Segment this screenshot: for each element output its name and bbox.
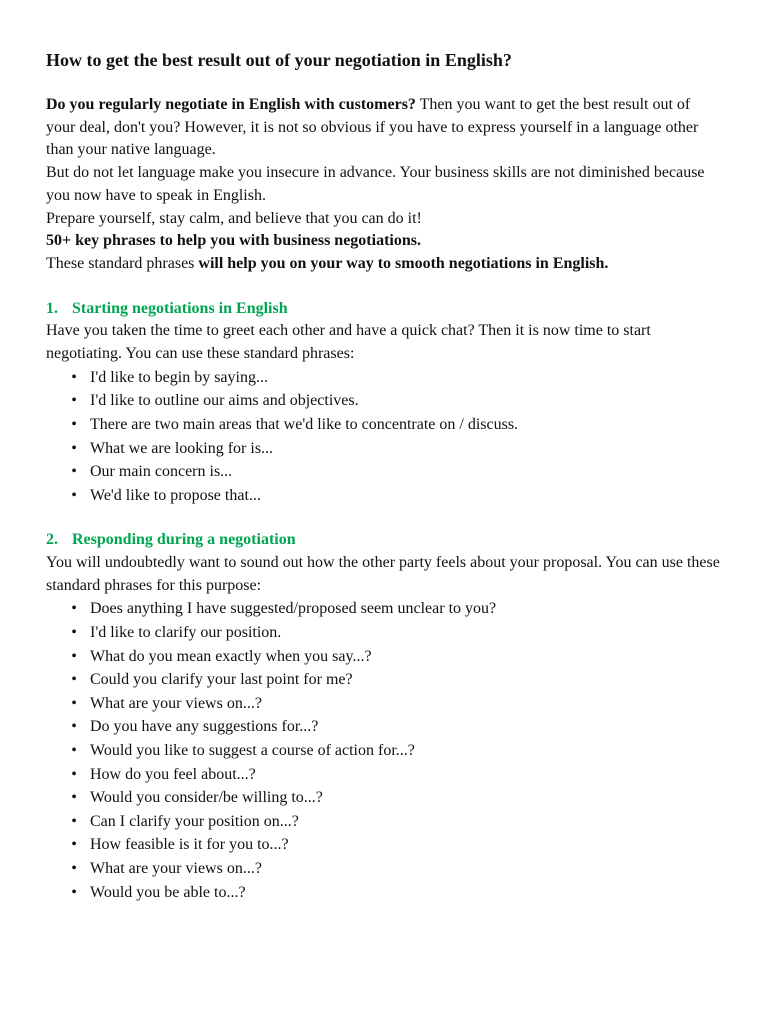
list-item-text: Could you clarify your last point for me? — [90, 671, 353, 689]
phrase-list — [46, 366, 722, 508]
list-item — [46, 645, 722, 669]
bullet-icon: • — [71, 415, 77, 433]
list-item-text: How do you feel about...? — [90, 765, 256, 783]
intro-bold-question: Do you regularly negotiate in English with customers? — [46, 96, 416, 113]
page-title: How to get the best result out of your negotiation in English? — [46, 50, 512, 70]
list-item-text: Does anything I have suggested/proposed seem unclear to you? — [90, 600, 497, 618]
bullet-icon: • — [71, 765, 77, 783]
section-text: You will undoubtedly want to sound out how the other party feels about your proposal. You can use these standard phrases for this purpose: — [46, 554, 720, 594]
bullet-icon: • — [71, 368, 77, 386]
intro-paragraph-1 — [46, 94, 722, 162]
list-item — [46, 857, 722, 881]
list-item-text: What are your views on...? — [90, 694, 262, 712]
section-heading-text: Responding during a negotiation — [72, 531, 296, 549]
list-item-text: I'd like to outline our aims and objectives. — [90, 392, 359, 410]
intro-key-phrases: 50+ key phrases to help you with business negotiations. — [46, 232, 421, 250]
list-item — [46, 597, 722, 621]
bullet-icon: • — [71, 836, 77, 854]
list-item-text: Our main concern is... — [90, 463, 233, 481]
bullet-icon: • — [71, 392, 77, 410]
list-item-text: Can I clarify your position on...? — [90, 812, 299, 830]
intro-paragraph-3: Prepare yourself, stay calm, and believe that you can do it! — [46, 209, 422, 227]
bullet-icon: • — [71, 624, 77, 641]
list-item-text: I'd like to clarify our position. — [90, 624, 282, 641]
bullet-icon: • — [71, 647, 77, 665]
list-item — [46, 413, 722, 437]
bullet-icon: • — [71, 439, 77, 457]
intro-paragraph-1-text: Then you want to get the best result out of your deal, don't you? However, it is not so obvious if you have to express yourself in a language other than your native language. — [46, 96, 699, 159]
section-heading — [46, 298, 722, 321]
list-item — [46, 786, 722, 810]
intro-paragraph-5-bold: will help you on your way to smooth negotiations in English. — [198, 254, 609, 272]
list-item — [46, 881, 722, 905]
bullet-icon: • — [71, 600, 77, 618]
list-item-text: We'd like to propose that... — [90, 486, 261, 504]
intro-paragraph-5 — [46, 253, 722, 276]
bullet-icon: • — [71, 486, 77, 504]
list-item — [46, 763, 722, 787]
intro-paragraph-4 — [46, 230, 722, 253]
list-item — [46, 739, 722, 763]
section-responding-negotiation — [46, 529, 722, 904]
list-item-text: Would you like to suggest a course of action for...? — [90, 741, 415, 759]
section-heading — [46, 529, 722, 552]
list-item — [46, 366, 722, 390]
list-item — [46, 810, 722, 834]
section-starting-negotiations — [46, 298, 722, 508]
section-number: 1. — [46, 299, 58, 317]
intro-paragraph-5-text: These standard phrases — [46, 254, 199, 272]
list-item — [46, 833, 722, 857]
section-text: Have you taken the time to greet each other and have a quick chat? Then it is now time to start negotiating. You can use these standard phrases: — [46, 322, 651, 363]
bullet-icon: • — [71, 741, 77, 759]
list-item — [46, 437, 722, 461]
phrase-list — [46, 597, 722, 904]
list-item — [46, 715, 722, 739]
list-item — [46, 460, 722, 484]
bullet-icon: • — [71, 812, 77, 830]
bullet-icon: • — [71, 463, 77, 481]
list-item-text: There are two main areas that we'd like to concentrate on / discuss. — [90, 415, 519, 433]
list-item — [46, 389, 722, 413]
list-item — [46, 484, 722, 508]
bullet-icon: • — [71, 718, 77, 736]
list-item-text: Do you have any suggestions for...? — [90, 718, 319, 736]
section-number: 2. — [46, 531, 58, 549]
list-item — [46, 692, 722, 716]
list-item — [46, 668, 722, 692]
list-item-text: Would you be able to...? — [90, 883, 246, 901]
list-item-text: What are your views on...? — [90, 859, 262, 877]
intro-paragraph-2: But do not let language make you insecure in advance. Your business skills are not diminished because you now have to speak in English. — [46, 164, 705, 204]
bullet-icon: • — [71, 789, 77, 807]
bullet-icon: • — [71, 671, 77, 689]
bullet-icon: • — [71, 859, 77, 877]
list-item-text: I'd like to begin by saying... — [90, 368, 268, 386]
list-item-text: How feasible is it for you to...? — [90, 836, 289, 854]
list-item-text: What we are looking for is... — [90, 439, 274, 457]
list-item — [46, 621, 722, 645]
section-heading-text: Starting negotiations in English — [72, 299, 288, 317]
bullet-icon: • — [71, 883, 77, 901]
list-item-text: Would you consider/be willing to...? — [90, 789, 323, 807]
bullet-icon: • — [71, 694, 77, 712]
list-item-text: What do you mean exactly when you say...? — [90, 647, 372, 665]
intro — [46, 94, 722, 276]
